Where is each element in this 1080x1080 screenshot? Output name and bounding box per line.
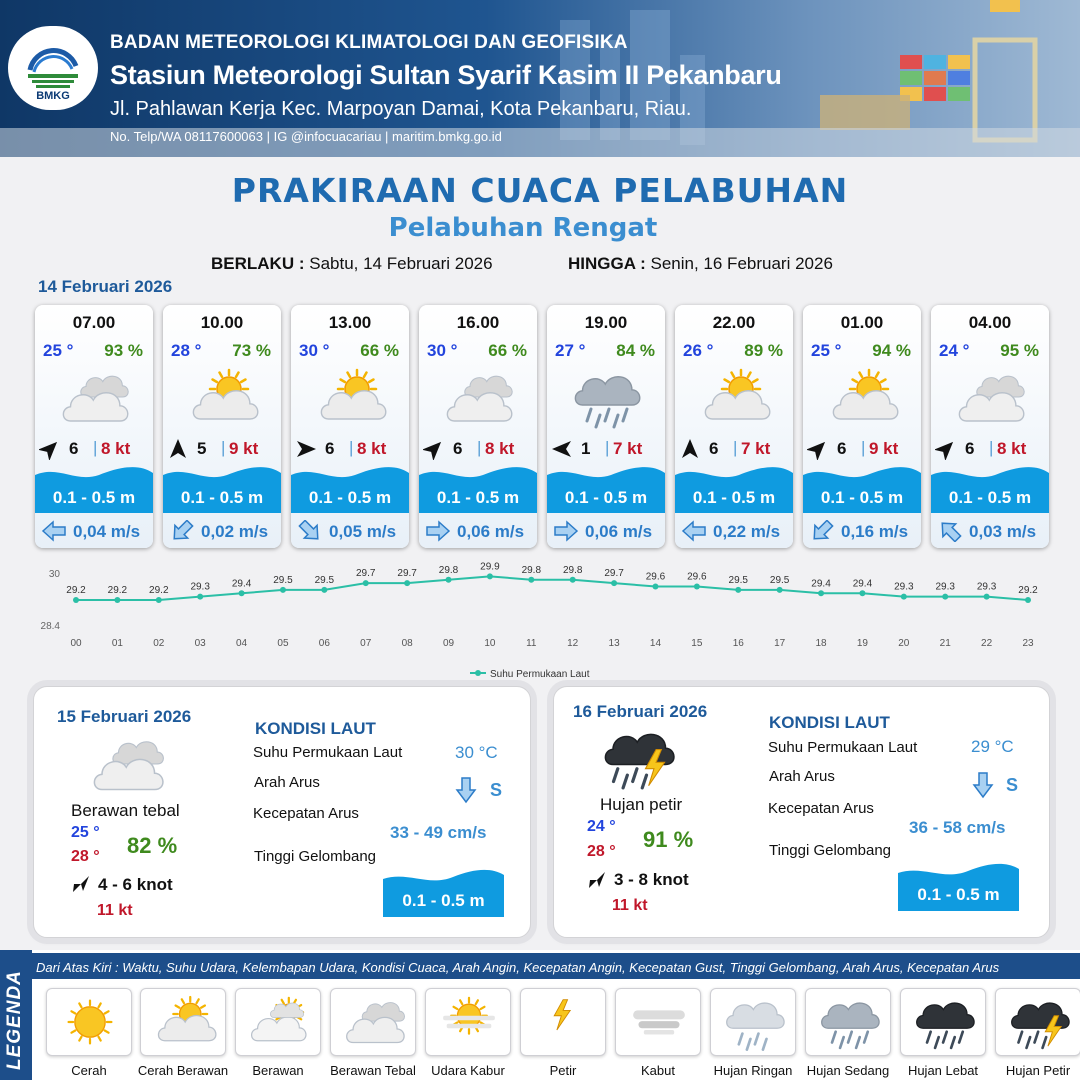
- card-temperature: 30 °: [427, 341, 458, 360]
- card-temperature: 30 °: [299, 341, 330, 360]
- day2-wave-label: Tinggi Gelombang: [254, 848, 377, 865]
- legend-item: [615, 988, 701, 1056]
- legend-item: [900, 988, 986, 1056]
- current-direction-arrow-icon: [681, 520, 707, 542]
- hujan-sedang-icon: [816, 993, 882, 1051]
- card-gust: 8 kt: [101, 439, 131, 458]
- card-humidity: 89 %: [744, 341, 783, 360]
- legend-item-label: Cerah Berawan: [137, 1063, 229, 1078]
- card-current: [163, 519, 281, 543]
- x-tick-label: 19: [856, 638, 868, 649]
- day1-date: 14 Februari 2026: [38, 277, 173, 296]
- legend-title: LEGENDA: [4, 970, 25, 1070]
- card-temperature: 25 °: [43, 341, 74, 360]
- hourly-card: [163, 305, 281, 548]
- legend-item-label: Udara Kabur: [431, 1063, 505, 1078]
- day3-sst-value: 29 °C: [971, 737, 1014, 756]
- sst-legend-label: Suhu Permukaan Laut: [490, 669, 590, 680]
- hourly-card: [35, 305, 153, 548]
- card-gust: 8 kt: [997, 439, 1027, 458]
- day3-panel: [553, 686, 1050, 938]
- hourly-card: [547, 305, 665, 548]
- card-wind: [163, 438, 281, 460]
- card-wave: [675, 463, 793, 513]
- legend-item: [995, 988, 1080, 1056]
- sst-data-label: 29.4: [231, 578, 252, 590]
- validity-from-value: Sabtu, 14 Februari 2026: [309, 254, 493, 273]
- sst-data-point: [984, 594, 990, 600]
- sst-data-point: [901, 594, 907, 600]
- berawan-tebal-icon: [953, 367, 1027, 429]
- card-wind-separator: |: [861, 438, 866, 457]
- cerah-berawan-icon: [825, 367, 899, 429]
- x-tick-label: 09: [442, 638, 455, 649]
- sst-data-point: [487, 573, 493, 579]
- cerah-berawan-icon: [697, 367, 771, 429]
- berawan-icon: [246, 993, 312, 1051]
- current-direction-arrow-icon: [169, 520, 195, 542]
- wind-direction-icon: [807, 438, 829, 460]
- sst-data-point: [652, 584, 658, 590]
- card-wave-height: 0.1 - 0.5 m: [52, 488, 136, 507]
- sst-data-label: 29.6: [687, 571, 707, 583]
- card-wind-speed: 6: [453, 439, 463, 458]
- sea-surface-temperature-chart: [30, 562, 1050, 687]
- legend: [0, 950, 1080, 1080]
- sst-data-point: [694, 584, 700, 590]
- sst-series-line: [76, 576, 1028, 600]
- cerah-berawan-icon: [313, 367, 387, 429]
- sst-data-point: [404, 580, 410, 586]
- sst-data-point: [735, 587, 741, 593]
- card-humidity: 66 %: [488, 341, 527, 360]
- x-tick-label: 01: [111, 638, 123, 649]
- card-wave: [803, 463, 921, 513]
- organization-name: BADAN METEOROLOGI KLIMATOLOGI DAN GEOFISIKA: [110, 32, 628, 53]
- card-humidity: 94 %: [872, 341, 911, 360]
- day2-sst-label: Suhu Permukaan Laut: [253, 744, 403, 761]
- sst-data-point: [611, 580, 617, 586]
- day3-temp-min: 24 °: [587, 818, 616, 835]
- sst-data-label: 29.9: [480, 562, 500, 573]
- station-name: Stasiun Meteorologi Sultan Syarif Kasim II Pekanbaru: [110, 60, 782, 90]
- card-wind: [931, 438, 1049, 460]
- cerah-icon: [57, 993, 123, 1051]
- card-temperature: 25 °: [811, 341, 842, 360]
- sst-data-label: 29.4: [811, 578, 831, 590]
- card-wave: [547, 463, 665, 513]
- legend-item-label: Kabut: [641, 1063, 675, 1078]
- sst-data-point: [156, 597, 162, 603]
- sst-data-label: 29.5: [728, 574, 748, 586]
- x-tick-label: 23: [1022, 638, 1034, 649]
- day3-current-dir-label: Arah Arus: [769, 768, 835, 785]
- legend-item: [140, 988, 226, 1056]
- hujan-sedang-icon: [569, 367, 643, 429]
- day2-wind-speed: 4 - 6 knot: [98, 875, 173, 894]
- day3-condition: Hujan petir: [600, 795, 683, 814]
- card-temperature: 27 °: [555, 341, 586, 360]
- y-tick-label: 30: [48, 569, 60, 580]
- validity-to-label: HINGGA :: [568, 254, 646, 273]
- cerah-berawan-icon: [151, 993, 217, 1051]
- card-wind: [35, 438, 153, 460]
- card-gust: 8 kt: [485, 439, 515, 458]
- x-tick-label: 10: [484, 638, 496, 649]
- x-tick-label: 00: [70, 638, 82, 649]
- legend-item: [805, 988, 891, 1056]
- card-wind-speed: 1: [581, 439, 591, 458]
- sst-data-label: 29.5: [273, 574, 293, 586]
- validity-to: [568, 254, 833, 274]
- legend-item-label: Berawan: [252, 1063, 304, 1078]
- card-wave: [163, 463, 281, 513]
- card-wind-speed: 6: [325, 439, 335, 458]
- day2-temp-min: 25 °: [71, 824, 100, 841]
- card-time: 22.00: [712, 313, 756, 332]
- day3-current-speed: 36 - 58 cm/s: [909, 818, 1006, 837]
- card-current: [931, 519, 1049, 543]
- sst-data-label: 29.7: [356, 568, 376, 580]
- card-wave-height: 0.1 - 0.5 m: [564, 488, 648, 507]
- card-wind-separator: |: [605, 438, 610, 457]
- card-wave-height: 0.1 - 0.5 m: [308, 488, 392, 507]
- day3-date: 16 Februari 2026: [573, 702, 708, 721]
- hujan-petir-icon: [598, 724, 678, 790]
- card-wave-height: 0.1 - 0.5 m: [692, 488, 776, 507]
- x-tick-label: 07: [360, 638, 372, 649]
- card-wave: [35, 463, 153, 513]
- sst-data-label: 29.8: [521, 564, 542, 576]
- legend-item-label: Cerah: [71, 1063, 107, 1078]
- legend-item-label: Berawan Tebal: [330, 1063, 416, 1078]
- legend-description: Dari Atas Kiri : Waktu, Suhu Udara, Kelembapan Udara, Kondisi Cuaca, Arah Angin, Kecepatan Angin, Kecepatan Gust, Tinggi Gelombang, Arah Arus, Kecepatan Arus: [32, 953, 1080, 979]
- card-wind: [419, 438, 537, 460]
- card-wind-speed: 6: [69, 439, 79, 458]
- hujan-lebat-icon: [911, 993, 977, 1051]
- sst-data-point: [570, 577, 576, 583]
- validity-from: [211, 254, 493, 274]
- petir-icon: [531, 993, 597, 1051]
- sst-data-label: 29.7: [604, 568, 624, 580]
- sst-data-label: 29.6: [645, 571, 666, 583]
- card-wind-separator: |: [733, 438, 738, 457]
- berawan-tebal-icon: [341, 993, 407, 1051]
- day3-current-speed-label: Kecepatan Arus: [768, 800, 874, 817]
- card-humidity: 84 %: [616, 341, 655, 360]
- sst-data-point: [114, 597, 120, 603]
- card-current-speed: 0,06 m/s: [457, 522, 525, 541]
- card-current-speed: 0,16 m/s: [841, 522, 909, 541]
- card-wind-separator: |: [349, 438, 354, 457]
- current-direction-arrow-icon: [972, 771, 994, 799]
- hourly-card: [419, 305, 537, 548]
- x-tick-label: 08: [401, 638, 413, 649]
- hourly-card: [675, 305, 793, 548]
- hourly-card: [931, 305, 1049, 548]
- legend-item: [520, 988, 606, 1056]
- sst-legend-marker: [475, 670, 481, 676]
- sst-data-label: 29.3: [935, 581, 955, 593]
- wind-direction-icon: [551, 438, 573, 460]
- card-wave: [931, 463, 1049, 513]
- hourly-card: [803, 305, 921, 548]
- card-wind: [291, 438, 409, 460]
- sst-data-label: 29.7: [397, 568, 417, 580]
- card-gust: 8 kt: [357, 439, 387, 458]
- card-wave: [291, 463, 409, 513]
- card-time: 10.00: [200, 313, 244, 332]
- card-current-speed: 0,05 m/s: [329, 522, 397, 541]
- wind-direction-icon: [587, 870, 607, 890]
- x-tick-label: 05: [277, 638, 289, 649]
- legend-item-label: Hujan Ringan: [713, 1063, 793, 1078]
- card-wind-separator: |: [93, 438, 98, 457]
- sst-data-point: [446, 577, 452, 583]
- day2-wave-badge: [383, 867, 504, 917]
- legend-item-label: Hujan Sedang: [806, 1063, 890, 1078]
- day2-date: 15 Februari 2026: [57, 707, 192, 726]
- card-current-speed: 0,06 m/s: [585, 522, 653, 541]
- x-tick-label: 21: [939, 638, 951, 649]
- card-time: 19.00: [584, 313, 628, 332]
- header-banner: [0, 0, 1080, 157]
- card-time: 13.00: [328, 313, 372, 332]
- card-wave: [419, 463, 537, 513]
- sst-data-point: [528, 577, 534, 583]
- sst-data-point: [363, 580, 369, 586]
- day3-wave-badge: [898, 861, 1019, 911]
- x-tick-label: 04: [236, 638, 248, 649]
- card-wind-separator: |: [221, 438, 226, 457]
- card-wave-height: 0.1 - 0.5 m: [180, 488, 264, 507]
- card-humidity: 93 %: [104, 341, 143, 360]
- day3-sst-label: Suhu Permukaan Laut: [768, 739, 918, 756]
- current-direction-arrow-icon: [937, 520, 963, 542]
- sst-data-point: [777, 587, 783, 593]
- sst-data-label: 29.3: [190, 581, 210, 593]
- day3-humidity: 91 %: [643, 827, 694, 852]
- card-current-speed: 0,03 m/s: [969, 522, 1037, 541]
- berawan-tebal-icon: [87, 732, 167, 798]
- legend-item-label: Petir: [549, 1063, 577, 1078]
- sst-data-point: [197, 594, 203, 600]
- wind-direction-icon: [935, 438, 957, 460]
- day2-panel: [33, 686, 531, 938]
- card-humidity: 73 %: [232, 341, 271, 360]
- legend-item: [46, 988, 132, 1056]
- sst-data-label: 29.2: [107, 585, 128, 596]
- card-wind-speed: 6: [837, 439, 847, 458]
- card-time: 16.00: [456, 313, 500, 332]
- card-gust: 9 kt: [869, 439, 899, 458]
- day3-wave-value: 0.1 - 0.5 m: [917, 885, 1000, 904]
- x-tick-label: 15: [691, 638, 703, 649]
- sst-data-label: 29.8: [438, 564, 459, 576]
- x-tick-label: 12: [567, 638, 579, 649]
- card-temperature: 26 °: [683, 341, 714, 360]
- validity-from-label: BERLAKU :: [211, 254, 305, 273]
- sst-data-label: 29.8: [562, 564, 583, 576]
- x-tick-label: 06: [318, 638, 330, 649]
- legend-item: [425, 988, 511, 1056]
- sst-data-label: 29.4: [852, 578, 873, 590]
- card-temperature: 24 °: [939, 341, 970, 360]
- day3-temp-max: 28 °: [587, 843, 616, 860]
- legend-item: [235, 988, 321, 1056]
- card-wave-height: 0.1 - 0.5 m: [820, 488, 904, 507]
- day3-gust: 11 kt: [612, 897, 648, 914]
- card-wind: [803, 438, 921, 460]
- sst-data-point: [73, 597, 79, 603]
- sst-data-label: 29.2: [66, 585, 86, 596]
- sst-data-point: [859, 590, 865, 596]
- legend-item: [710, 988, 796, 1056]
- current-direction-arrow-icon: [455, 776, 477, 804]
- day2-sst-value: 30 °C: [455, 743, 498, 762]
- card-humidity: 66 %: [360, 341, 399, 360]
- udara-kabur-icon: [436, 993, 502, 1051]
- card-current: [547, 519, 665, 543]
- day3-wind-speed: 3 - 8 knot: [614, 870, 689, 889]
- sst-data-label: 29.3: [894, 581, 914, 593]
- sst-data-label: 29.2: [1018, 585, 1038, 596]
- bmkg-logo: [8, 26, 98, 110]
- x-tick-label: 20: [898, 638, 910, 649]
- x-tick-label: 03: [194, 638, 206, 649]
- sst-data-label: 29.2: [149, 585, 169, 596]
- kabut-icon: [626, 993, 692, 1051]
- card-current-speed: 0,22 m/s: [713, 522, 781, 541]
- station-contact: No. Telp/WA 08117600063 | IG @infocuacariau | maritim.bmkg.go.id: [110, 129, 502, 144]
- hujan-ringan-icon: [721, 993, 787, 1051]
- port-name: Pelabuhan Rengat: [388, 213, 658, 243]
- card-wind-separator: |: [477, 438, 482, 457]
- legend-side-bar: [0, 950, 32, 1080]
- card-current: [803, 519, 921, 543]
- berawan-tebal-icon: [441, 367, 515, 429]
- card-humidity: 95 %: [1000, 341, 1039, 360]
- station-address: Jl. Pahlawan Kerja Kec. Marpoyan Damai, Kota Pekanbaru, Riau.: [110, 98, 692, 120]
- card-current: [419, 519, 537, 543]
- current-direction-arrow-icon: [41, 520, 67, 542]
- day3-kondisi-laut-title: KONDISI LAUT: [769, 713, 890, 732]
- day2-current-speed-label: Kecepatan Arus: [253, 805, 359, 822]
- logo-text: BMKG: [36, 90, 70, 102]
- berawan-tebal-icon: [57, 367, 131, 429]
- sst-data-label: 29.5: [314, 574, 335, 586]
- card-current-speed: 0,04 m/s: [73, 522, 141, 541]
- card-current: [35, 519, 153, 543]
- day2-humidity: 82 %: [127, 833, 178, 858]
- x-tick-label: 11: [526, 638, 537, 649]
- card-time: 07.00: [72, 313, 116, 332]
- card-gust: 9 kt: [229, 439, 259, 458]
- x-tick-label: 17: [774, 638, 786, 649]
- day2-gust: 11 kt: [97, 902, 133, 919]
- card-current-speed: 0,02 m/s: [201, 522, 269, 541]
- card-wind-separator: |: [989, 438, 994, 457]
- day2-condition: Berawan tebal: [71, 801, 180, 820]
- card-temperature: 28 °: [171, 341, 202, 360]
- card-current: [675, 519, 793, 543]
- sst-data-point: [818, 590, 824, 596]
- x-tick-label: 14: [649, 638, 662, 649]
- card-wind: [675, 438, 793, 460]
- day2-current-speed: 33 - 49 cm/s: [390, 823, 487, 842]
- card-time: 01.00: [840, 313, 884, 332]
- legend-item-label: Hujan Petir: [1005, 1063, 1071, 1078]
- day2-current-dir: S: [490, 780, 503, 800]
- card-wind-speed: 6: [709, 439, 719, 458]
- card-wind-speed: 5: [197, 439, 207, 458]
- card-wind-speed: 6: [965, 439, 975, 458]
- hourly-card: [291, 305, 409, 548]
- validity-to-value: Senin, 16 Februari 2026: [650, 254, 833, 273]
- day2-current-dir-label: Arah Arus: [254, 774, 320, 791]
- card-wave-height: 0.1 - 0.5 m: [436, 488, 520, 507]
- wind-direction-icon: [295, 438, 317, 460]
- card-time: 04.00: [968, 313, 1012, 332]
- day2-kondisi-laut-title: KONDISI LAUT: [255, 719, 376, 738]
- sst-data-label: 29.3: [976, 581, 997, 593]
- legend-item-label: Hujan Lebat: [907, 1063, 979, 1078]
- current-direction-arrow-icon: [425, 520, 451, 542]
- hujan-petir-icon: [1006, 993, 1072, 1051]
- wind-direction-icon: [423, 438, 445, 460]
- card-wind: [547, 438, 665, 460]
- sst-data-label: 29.5: [769, 574, 790, 586]
- card-wave-height: 0.1 - 0.5 m: [948, 488, 1032, 507]
- cerah-berawan-icon: [185, 367, 259, 429]
- day2-temp-max: 28 °: [71, 848, 100, 865]
- sst-data-point: [239, 590, 245, 596]
- card-current: [291, 519, 409, 543]
- sst-data-point: [1025, 597, 1031, 603]
- wind-direction-icon: [167, 438, 189, 460]
- y-tick-label: 28.4: [40, 621, 60, 632]
- legend-item: [330, 988, 416, 1056]
- x-tick-label: 02: [153, 638, 165, 649]
- day3-wave-label: Tinggi Gelombang: [769, 842, 892, 859]
- x-tick-label: 22: [981, 638, 993, 649]
- x-tick-label: 16: [732, 638, 744, 649]
- sst-data-point: [280, 587, 286, 593]
- current-direction-arrow-icon: [553, 520, 579, 542]
- day2-wave-value: 0.1 - 0.5 m: [402, 891, 485, 910]
- page-title: PRAKIRAAN CUACA PELABUHAN: [231, 171, 849, 210]
- sst-data-point: [321, 587, 327, 593]
- wind-direction-icon: [679, 438, 701, 460]
- x-tick-label: 13: [608, 638, 620, 649]
- wind-direction-icon: [71, 874, 91, 894]
- wind-direction-icon: [39, 438, 61, 460]
- card-gust: 7 kt: [613, 439, 643, 458]
- current-direction-arrow-icon: [297, 520, 323, 542]
- current-direction-arrow-icon: [809, 520, 835, 542]
- x-tick-label: 18: [815, 638, 827, 649]
- day3-current-dir: S: [1006, 775, 1019, 795]
- card-gust: 7 kt: [741, 439, 771, 458]
- sst-data-point: [942, 594, 948, 600]
